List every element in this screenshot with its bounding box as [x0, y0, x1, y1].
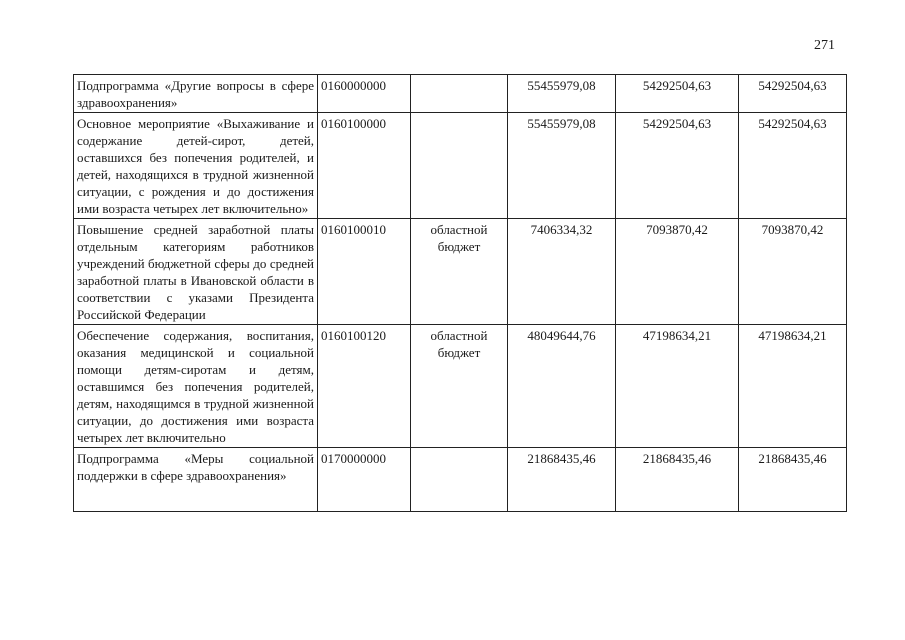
table-row — [74, 75, 847, 113]
row-source-cell — [411, 75, 508, 113]
row-code-cell: 0170000000 — [318, 448, 411, 512]
row-name-cell: Подпрограмма «Меры социальной поддержки в сфере здравоохранения» — [74, 448, 318, 512]
row-name-cell: Подпрограмма «Другие вопросы в сфере здравоохранения» — [74, 75, 318, 113]
row-value-1-cell: 21868435,46 — [508, 448, 616, 512]
row-code-cell: 0160100000 — [318, 113, 411, 219]
row-value-3-cell: 54292504,63 — [739, 113, 847, 219]
row-code-cell: 0160100120 — [318, 325, 411, 448]
row-value-2-cell: 7093870,42 — [616, 219, 739, 325]
row-code-cell: 0160100010 — [318, 219, 411, 325]
budget-table — [73, 74, 847, 512]
table-row — [74, 448, 847, 512]
row-name-cell: Основное мероприятие «Выхаживание и содержание детей-сирот, детей, оставшихся без попечения родителей, и детей, находящихся в трудной жизненной ситуации, с рождения и до достижения ими возраста четырех лет включительно» — [74, 113, 318, 219]
table-row — [74, 219, 847, 325]
row-value-3-cell: 7093870,42 — [739, 219, 847, 325]
table-row — [74, 325, 847, 448]
row-name-cell: Обеспечение содержания, воспитания, оказания медицинской и социальной помощи детям-сиротам и детям, оставшимся без попечения родителей, детям, находящимся в трудной жизненной ситуации, до достижения ими возраста четырех лет включительно — [74, 325, 318, 448]
row-value-2-cell: 21868435,46 — [616, 448, 739, 512]
page-number: 271 — [814, 38, 835, 53]
row-value-2-cell: 54292504,63 — [616, 113, 739, 219]
row-value-3-cell: 47198634,21 — [739, 325, 847, 448]
row-value-1-cell: 55455979,08 — [508, 113, 616, 219]
row-value-1-cell: 55455979,08 — [508, 75, 616, 113]
row-source-cell: областной бюджет — [411, 219, 508, 325]
row-value-2-cell: 54292504,63 — [616, 75, 739, 113]
row-value-1-cell: 7406334,32 — [508, 219, 616, 325]
row-source-cell: областной бюджет — [411, 325, 508, 448]
row-value-1-cell: 48049644,76 — [508, 325, 616, 448]
row-code-cell: 0160000000 — [318, 75, 411, 113]
row-value-2-cell: 47198634,21 — [616, 325, 739, 448]
row-source-cell — [411, 113, 508, 219]
row-source-cell — [411, 448, 508, 512]
row-name-cell: Повышение средней заработной платы отдельным категориям работников учреждений бюджетной сферы до средней заработной платы в Ивановской области в соответствии с указами Президента Российской Федерации — [74, 219, 318, 325]
table-row — [74, 113, 847, 219]
row-value-3-cell: 21868435,46 — [739, 448, 847, 512]
row-value-3-cell: 54292504,63 — [739, 75, 847, 113]
